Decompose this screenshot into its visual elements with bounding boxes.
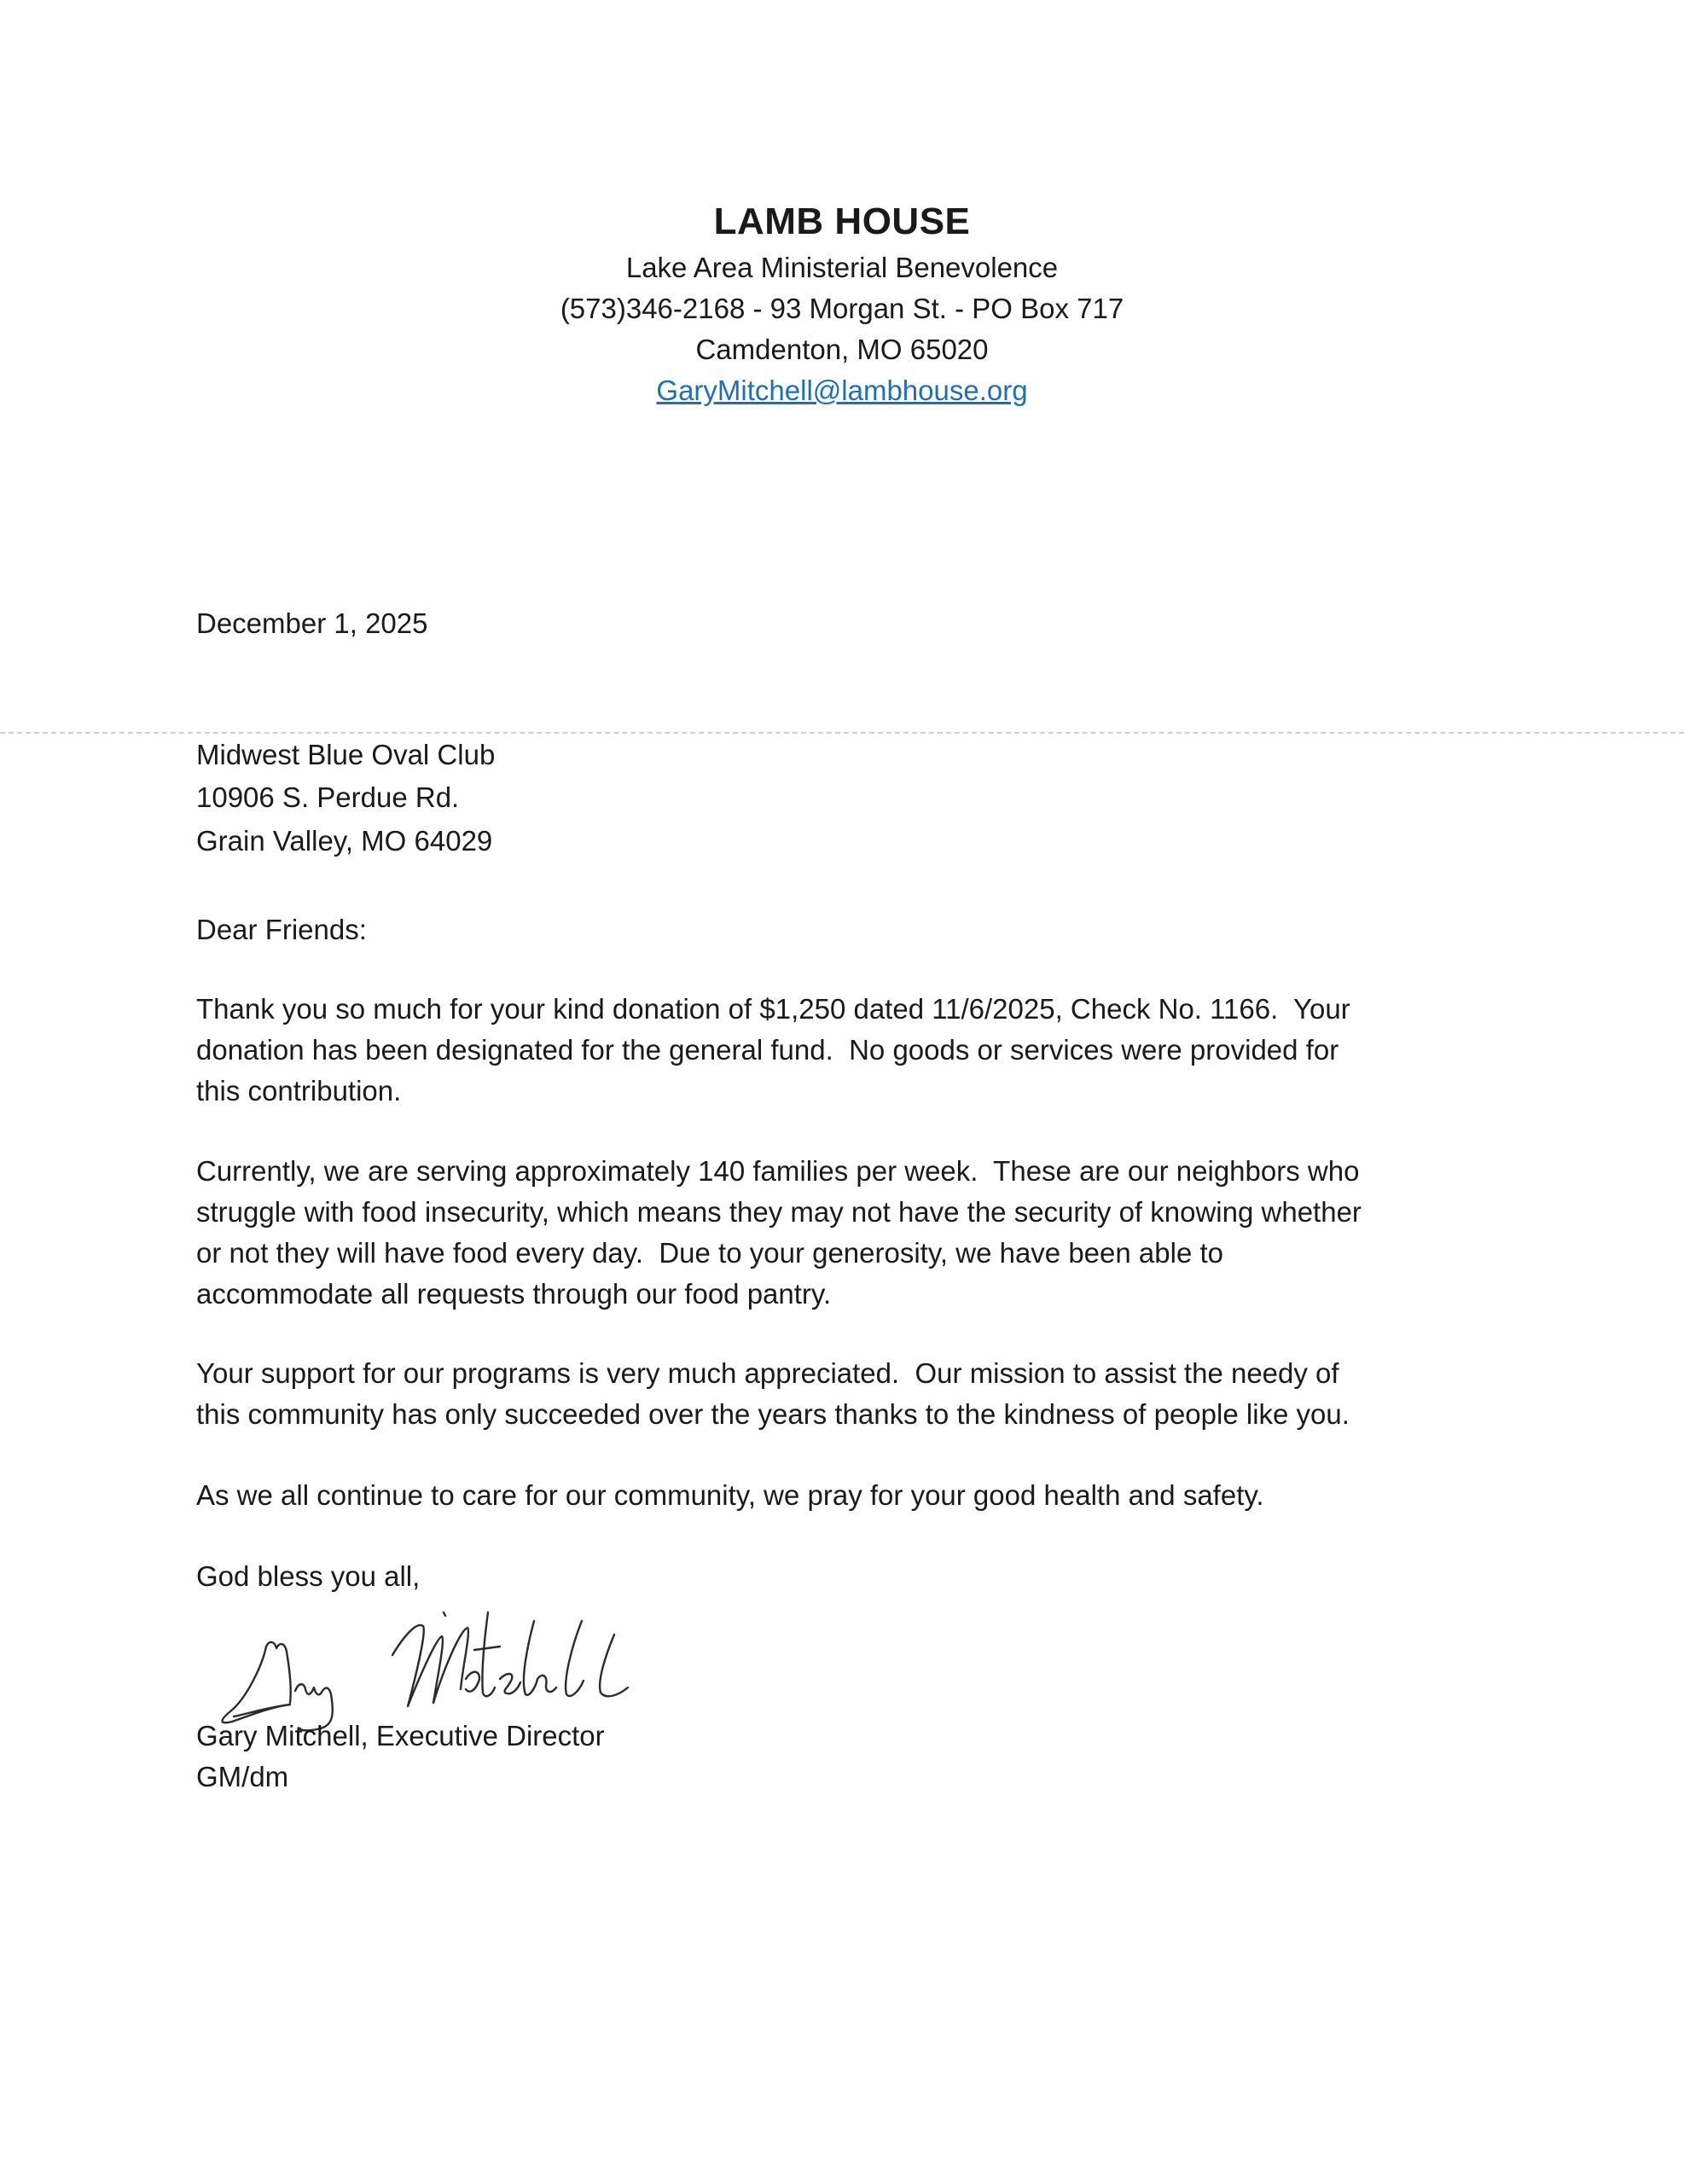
- org-email-link[interactable]: GaryMitchell@lambhouse.org: [656, 375, 1028, 406]
- org-contact-line: (573)346-2168 - 93 Morgan St. - PO Box 717: [560, 293, 1124, 324]
- signer-name-title: Gary Mitchell, Executive Director: [196, 1720, 605, 1751]
- paragraph-line: Your support for our programs is very much appreciated. Our mission to assist the needy of: [196, 1357, 1339, 1389]
- paragraph-line: Thank you so much for your kind donation of $1,250 dated 11/6/2025, Check No. 1166. Your: [196, 993, 1350, 1025]
- signature-stroke: [223, 1647, 291, 1722]
- signature-stroke: [266, 1642, 291, 1703]
- paragraph-line: struggle with food insecurity, which means they may not have the security of knowing whether: [196, 1196, 1362, 1228]
- typist-initials: GM/dm: [196, 1761, 289, 1792]
- signature-stroke: [500, 1674, 520, 1693]
- paragraph-line: this community has only succeeded over the years thanks to the kindness of people like you.: [196, 1398, 1350, 1430]
- signature-stroke: [482, 1612, 495, 1696]
- recipient-city-line: Grain Valley, MO 64029: [196, 825, 493, 857]
- paragraph-prayer: [196, 1475, 1493, 1516]
- letter-date: December 1, 2025: [196, 607, 428, 639]
- paragraph-donation: [196, 989, 1493, 1112]
- signature-stroke: [566, 1621, 584, 1696]
- paragraph-line: As we all continue to care for our community, we pray for your good health and safety.: [196, 1479, 1264, 1511]
- paragraph-line: or not they will have food every day. Due to your generosity, we have been able to: [196, 1237, 1223, 1269]
- letterhead: [0, 198, 1684, 411]
- fold-line-divider: [0, 732, 1684, 734]
- paragraph-line: accommodate all requests through our food pantry.: [196, 1278, 832, 1310]
- signature-stroke: [524, 1621, 556, 1695]
- paragraph-families: [196, 1151, 1493, 1315]
- handwritten-signature: [213, 1587, 691, 1732]
- org-city-line: Camdenton, MO 65020: [695, 334, 989, 365]
- signature-stroke: [474, 1647, 500, 1650]
- paragraph-support: [196, 1353, 1493, 1435]
- salutation: Dear Friends:: [196, 914, 367, 945]
- paragraph-line: Currently, we are serving approximately 140 families per week. These are our neighbors who: [196, 1155, 1360, 1187]
- signature-stroke: [466, 1672, 479, 1692]
- recipient-name: Midwest Blue Oval Club: [196, 739, 496, 770]
- org-name: LAMB HOUSE: [713, 200, 971, 242]
- paragraph-line: this contribution.: [196, 1075, 402, 1107]
- signature-stroke: [392, 1625, 468, 1706]
- org-full-name: Lake Area Ministerial Benevolence: [625, 252, 1059, 283]
- recipient-street: 10906 S. Perdue Rd.: [196, 781, 460, 813]
- signature-stroke: [444, 1612, 445, 1616]
- closing: God bless you all,: [196, 1560, 421, 1592]
- paragraph-line: donation has been designated for the general fund. No goods or services were provided for: [196, 1034, 1339, 1066]
- signature-stroke: [600, 1635, 628, 1696]
